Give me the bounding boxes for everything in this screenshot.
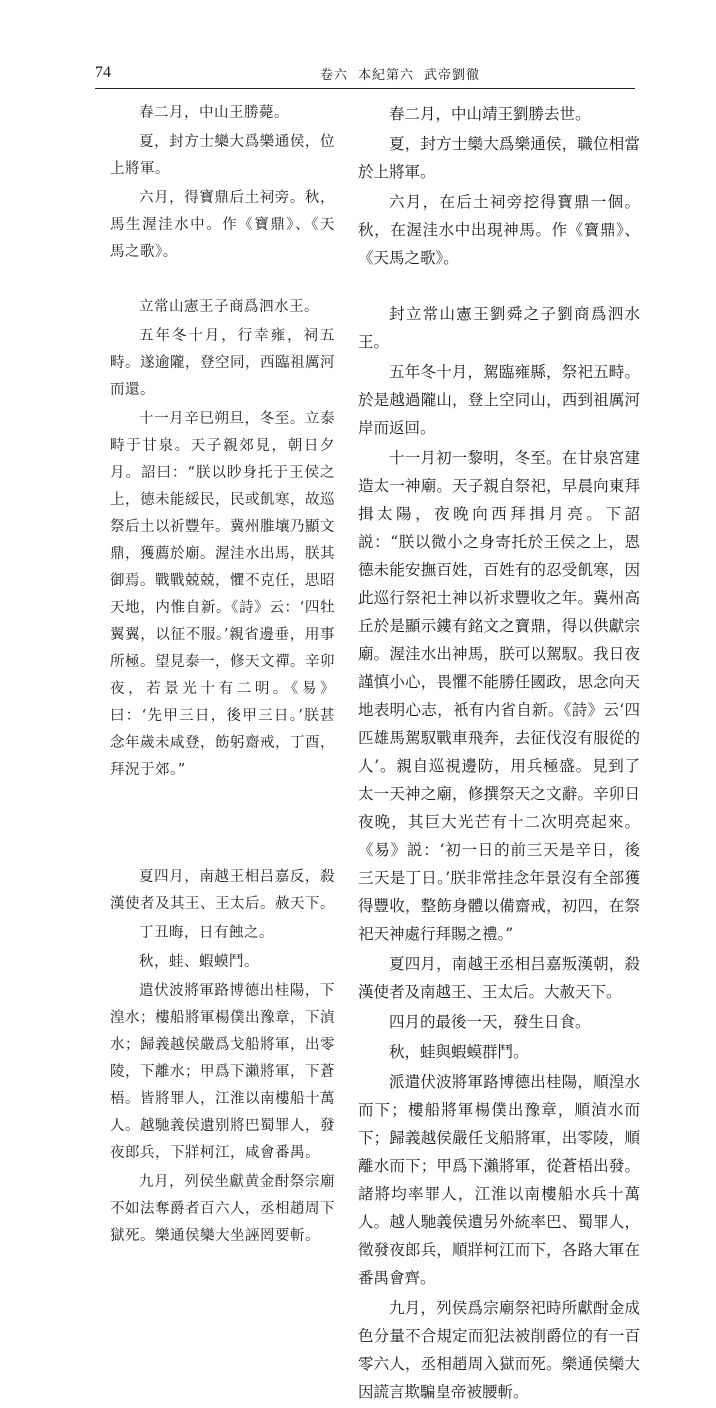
classical-paragraph: 遣伏波將軍路博德出桂陽，下湟水；樓船將軍楊僕出豫章，下湞水；歸義越侯嚴爲戈船將軍，出零陵，下離水；甲爲下瀨將軍，下蒼梧。皆將罪人，江淮以南樓船十萬人。越馳義侯遺别將巴蜀罪人，發夜郎兵，下牂柯江，咸會番禺。 (110, 983, 335, 1161)
translation-paragraph: 夏，封方士欒大爲樂通侯，職位相當於上將軍。 (358, 135, 640, 181)
classical-paragraph: 立常山憲王子商爲泗水王。 (139, 299, 319, 315)
translation-paragraph: 四月的最後一天，發生日食。 (389, 1013, 591, 1031)
chapter-label: 本紀第六 (358, 68, 415, 83)
translation-paragraph: 夏四月，南越王丞相吕嘉叛漢朝，殺漢使者及南越王、王太后。大赦天下。 (358, 955, 640, 1001)
classical-paragraph: 春二月，中山王勝薨。 (139, 105, 289, 121)
classical-text-column (110, 100, 335, 1252)
classical-paragraph: 夏，封方士欒大爲樂通侯，位上將軍。 (110, 134, 335, 177)
classical-paragraph: 五年冬十月，行幸雍，祠五畤。遂逾隴，登空同，西臨祖厲河而還。 (110, 328, 335, 398)
translation-paragraph: 派遣伏波將軍路博德出桂陽，順湟水而下；樓船將軍楊僕出豫章，順湞水而下；歸義越侯嚴任戈船將軍，出零陵，順離水而下；甲爲下瀨將軍，從蒼梧出發。諸將均率罪人，江淮以南樓船水兵十萬人。越人馳義侯遺另外統率巴、蜀罪人，徵發夜郎兵，順牂柯江而下，各路大軍在番禺會齊。 (358, 1073, 640, 1287)
running-title (320, 64, 490, 83)
translation-paragraph: 五年冬十月，駕臨雍縣，祭祀五畤。於是越過隴山，登上空同山，西到祖厲河岸而返回。 (358, 363, 640, 437)
translation-paragraph: 九月，列侯爲宗廟祭祀時所獻酎金成色分量不合規定而犯法被削爵位的有一百零六人，丞相趙周入獄而死。樂通侯欒大因謊言欺騙皇帝被腰斬。 (358, 1299, 640, 1401)
page-number: 74 (95, 64, 111, 81)
translation-text-column (358, 100, 640, 1408)
classical-paragraph: 六月，得寶鼎后土祠旁。秋，馬生渥洼水中。作《寶鼎》、《天馬之歌》。 (110, 190, 335, 260)
translation-paragraph: 封立常山憲王劉舜之子劉商爲泗水王。 (358, 305, 640, 351)
translation-paragraph: 六月，在后土祠旁挖得寶鼎一個。秋，在渥洼水中出現神馬。作《寶鼎》、《天馬之歌》。 (358, 193, 640, 267)
volume-label: 卷六 (320, 68, 349, 83)
classical-paragraph: 秋，蛙、蝦蟆鬥。 (139, 954, 259, 970)
classical-paragraph: 夏四月，南越王相吕嘉反，殺漢使者及其王、王太后。赦天下。 (110, 869, 335, 912)
running-header (95, 60, 635, 89)
translation-paragraph: 十一月初一黎明，冬至。在甘泉宮建造太一神廟。天子親自祭祀，早晨向東拜揖太陽，夜晚向西拜揖月亮。下詔説：“朕以微小之身寄托於王侯之上，恩德未能安撫百姓，百姓有的忍受飢寒，因此巡行祭祀土神以祈求豐收之年。冀州高丘於是顯示鏤有銘文之寶鼎，得以供獻宗廟。渥洼水出神馬，朕可以駕馭。我日夜謹慎小心，畏懼不能勝任國政，思念向天地表明心志，衹有内省自新。《詩》云‘四匹雄馬駕馭戰車飛奔，去征伐沒有服從的人’。親自巡視邊防，用兵極盛。見到了太一天神之廟，修撰祭天之文辭。辛卯日夜晚，其巨大光芒有十二次明亮起來。《易》説：‘初一日的前三天是辛日，後三天是丁日。’朕非常挂念年景沒有全部獲得豐收，整飭身體以備齋戒，初四，在祭祀天神處行拜賜之禮。” (358, 449, 640, 943)
classical-paragraph: 九月，列侯坐獻黄金酎祭宗廟不如法奪爵者百六人，丞相趙周下獄死。樂通侯欒大坐誣罔要斬。 (110, 1174, 335, 1244)
translation-paragraph: 秋，蛙與蝦蟆群鬥。 (389, 1043, 529, 1061)
translation-paragraph: 春二月，中山靖王劉勝去世。 (389, 105, 591, 123)
emperor-label: 武帝劉徹 (424, 68, 481, 83)
classical-paragraph: 丁丑晦，日有蝕之。 (139, 925, 274, 941)
classical-paragraph: 十一月辛巳朔旦，冬至。立泰畤于甘泉。天子親郊見，朝日夕月。詔曰：“朕以眇身托于王侯之上，德未能綏民，民或飢寒，故巡祭后土以祈豐年。冀州脽壤乃顯文鼎，獲薦於廟。渥洼水出馬，朕其御焉。戰戰兢兢，懼不克任，思昭天地，内惟自新。《詩》云：‘四牡翼翼，以征不服。’親省邊垂，用事所極。望見泰一，修天文禪。辛卯夜，若景光十有二明。《易》曰：‘先甲三日，後甲三日。’朕甚念年歲未咸登，飭躬齋戒，丁酉，拜況于郊。” (110, 411, 335, 778)
